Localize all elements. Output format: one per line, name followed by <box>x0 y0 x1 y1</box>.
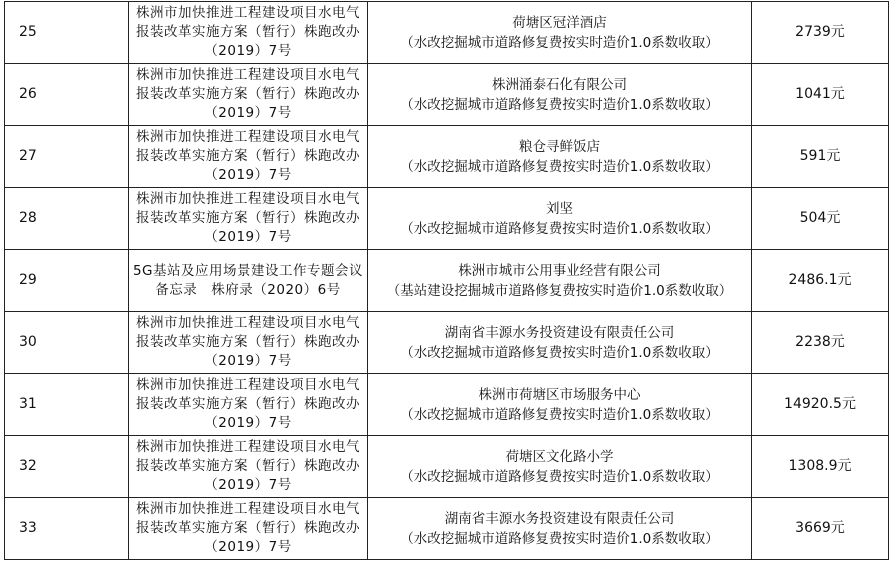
policy-basis: 株洲市加快推进工程建设项目水电气报装改革实施方案（暂行）株跑改办（2019）7号 <box>129 312 368 374</box>
table-row <box>5 374 889 436</box>
table-row <box>5 126 889 188</box>
row-number: 33 <box>5 498 129 560</box>
payer-name: 荷塘区文化路小学 <box>505 448 614 465</box>
payer-name: 湖南省丰源水务投资建设有限责任公司 <box>444 510 675 527</box>
fee-note: （水改挖掘城市道路修复费按实时造价1.0系数收取） <box>400 158 719 175</box>
payer-cell <box>368 374 752 436</box>
policy-basis: 株洲市加快推进工程建设项目水电气报装改革实施方案（暂行）株跑改办（2019）7号 <box>129 436 368 498</box>
fee-note: （水改挖掘城市道路修复费按实时造价1.0系数收取） <box>400 530 719 547</box>
fee-amount: 1041元 <box>752 64 889 126</box>
payer-name: 株洲涌泰石化有限公司 <box>492 76 627 93</box>
payer-cell <box>368 436 752 498</box>
payer-name: 株洲市荷塘区市场服务中心 <box>478 386 641 403</box>
fee-table <box>4 1 889 560</box>
row-number: 25 <box>5 2 129 64</box>
fee-note: （水改挖掘城市道路修复费按实时造价1.0系数收取） <box>400 344 719 361</box>
table-row <box>5 436 889 498</box>
payer-name: 株洲市城市公用事业经营有限公司 <box>458 262 661 279</box>
policy-basis: 株洲市加快推进工程建设项目水电气报装改革实施方案（暂行）株跑改办（2019）7号 <box>129 498 368 560</box>
payer-name: 粮仓寻鲜饭店 <box>519 138 600 155</box>
policy-basis: 株洲市加快推进工程建设项目水电气报装改革实施方案（暂行）株跑改办（2019）7号 <box>129 188 368 250</box>
table-row <box>5 250 889 312</box>
payer-cell <box>368 312 752 374</box>
fee-note: （基站建设挖掘城市道路修复费按实时造价1.0系数收取） <box>386 282 733 299</box>
row-number: 28 <box>5 188 129 250</box>
payer-cell <box>368 250 752 312</box>
fee-table-body <box>5 2 889 560</box>
policy-basis: 株洲市加快推进工程建设项目水电气报装改革实施方案（暂行）株跑改办（2019）7号 <box>129 64 368 126</box>
row-number: 27 <box>5 126 129 188</box>
table-row <box>5 2 889 64</box>
row-number: 30 <box>5 312 129 374</box>
policy-basis: 株洲市加快推进工程建设项目水电气报装改革实施方案（暂行）株跑改办（2019）7号 <box>129 126 368 188</box>
table-row <box>5 188 889 250</box>
fee-amount: 3669元 <box>752 498 889 560</box>
row-number: 31 <box>5 374 129 436</box>
payer-name: 刘坚 <box>546 200 573 217</box>
fee-amount: 591元 <box>752 126 889 188</box>
row-number: 26 <box>5 64 129 126</box>
payer-cell <box>368 126 752 188</box>
table-row <box>5 498 889 560</box>
fee-note: （水改挖掘城市道路修复费按实时造价1.0系数收取） <box>400 96 719 113</box>
fee-note: （水改挖掘城市道路修复费按实时造价1.0系数收取） <box>400 468 719 485</box>
fee-amount: 2486.1元 <box>752 250 889 312</box>
fee-amount: 1308.9元 <box>752 436 889 498</box>
fee-note: （水改挖掘城市道路修复费按实时造价1.0系数收取） <box>400 220 719 237</box>
payer-cell <box>368 64 752 126</box>
policy-basis: 株洲市加快推进工程建设项目水电气报装改革实施方案（暂行）株跑改办（2019）7号 <box>129 2 368 64</box>
policy-basis: 株洲市加快推进工程建设项目水电气报装改革实施方案（暂行）株跑改办（2019）7号 <box>129 374 368 436</box>
fee-note: （水改挖掘城市道路修复费按实时造价1.0系数收取） <box>400 34 719 51</box>
fee-amount: 504元 <box>752 188 889 250</box>
payer-name: 湖南省丰源水务投资建设有限责任公司 <box>444 324 675 341</box>
row-number: 32 <box>5 436 129 498</box>
fee-amount: 2238元 <box>752 312 889 374</box>
payer-cell <box>368 188 752 250</box>
table-row <box>5 64 889 126</box>
fee-note: （水改挖掘城市道路修复费按实时造价1.0系数收取） <box>400 406 719 423</box>
fee-amount: 2739元 <box>752 2 889 64</box>
row-number: 29 <box>5 250 129 312</box>
fee-amount: 14920.5元 <box>752 374 889 436</box>
payer-name: 荷塘区冠洋酒店 <box>512 14 607 31</box>
policy-basis: 5G基站及应用场景建设工作专题会议备忘录 株府录（2020）6号 <box>129 250 368 312</box>
payer-cell <box>368 498 752 560</box>
payer-cell <box>368 2 752 64</box>
table-row <box>5 312 889 374</box>
